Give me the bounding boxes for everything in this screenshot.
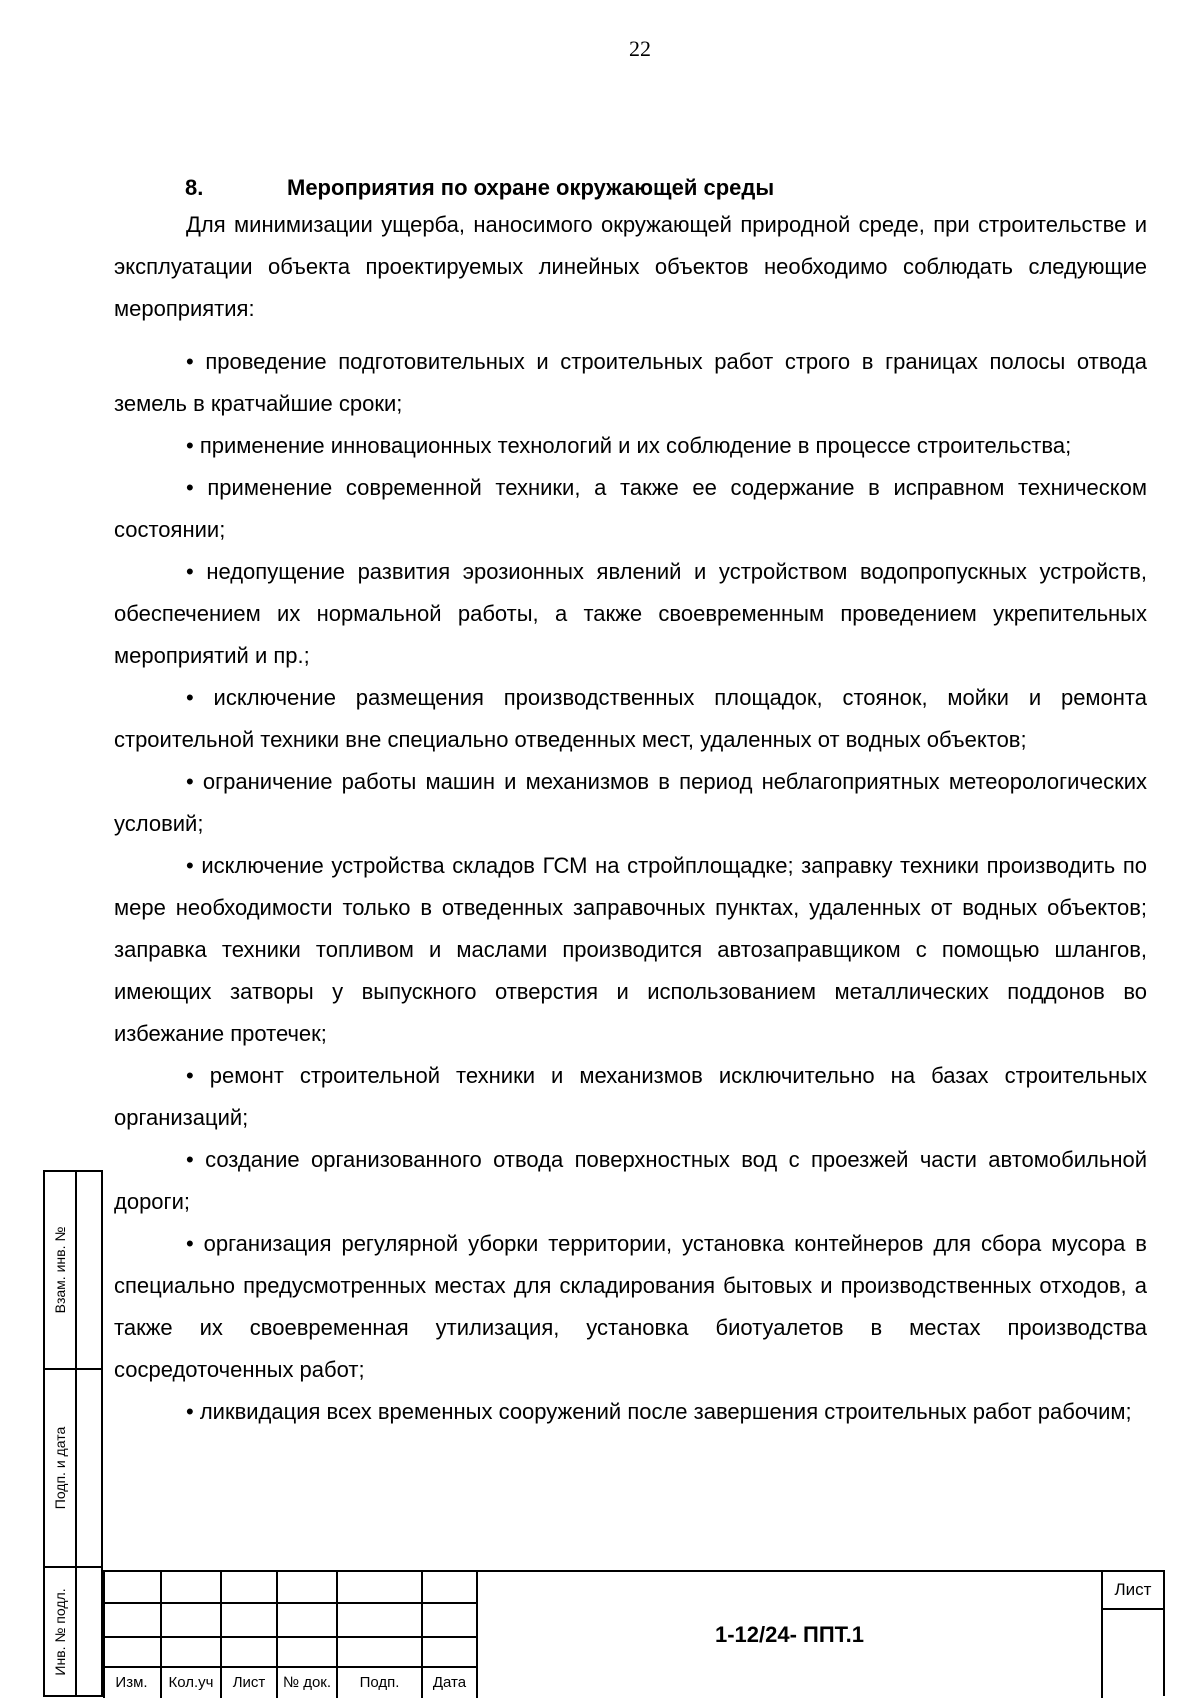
measure-item: • проведение подготовительных и строительных работ строго в границах полосы отвода земель в кратчайшие сроки; — [114, 349, 1147, 416]
header-podp: Подп. — [359, 1674, 400, 1691]
podp-data-label: Подп. и дата — [52, 1426, 68, 1510]
side-stamp-label-cell — [45, 1370, 77, 1566]
side-stamp-vzam-inv — [43, 1170, 103, 1370]
document-code: 1-12/24- ППТ.1 — [715, 1622, 864, 1647]
document-body — [114, 204, 1147, 1433]
measure-item: • ремонт строительной техники и механизмов исключительно на базах строительных организаций; — [114, 1063, 1147, 1130]
intro-paragraph: Для минимизации ущерба, наносимого окружающей природной среде, при строительстве и эксплуатации объекта проектируемых линейных объектов необходимо соблюдать следующие мероприятия: — [114, 212, 1147, 321]
header-nom-dok: № док. — [282, 1674, 332, 1691]
section-heading — [185, 175, 774, 201]
measure-item: • ликвидация всех временных сооружений после завершения строительных работ рабочим; — [186, 1399, 1132, 1424]
measure-item: • применение современной техники, а также ее содержание в исправном техническом состоянии; — [114, 475, 1147, 542]
measure-item: • исключение размещения производственных площадок, стоянок, мойки и ремонта строительной техники вне специально отведенных мест, удаленных от водных объектов; — [114, 685, 1147, 752]
measure-item: • ограничение работы машин и механизмов в период неблагоприятных метеорологических условий; — [114, 769, 1147, 836]
inv-podl-label: Инв. № подл. — [52, 1587, 68, 1676]
side-stamp-inv-podl — [43, 1566, 103, 1697]
header-list: Лист — [232, 1674, 266, 1691]
header-data: Дата — [432, 1674, 467, 1691]
measure-item: • исключение устройства складов ГСМ на стройплощадке; заправку техники производить по мере необходимости только в отведенных заправочных пунктах, удаленных от водных объектов; заправка техники топливом и маслами производится автозаправщиком с помощью шлангов, имеющих затворы у выпускного отверстия и использованием металлических поддонов во избежание протечек; — [114, 853, 1147, 1046]
section-title: Мероприятия по охране окружающей среды — [287, 175, 775, 200]
section-number: 8. — [185, 175, 204, 200]
vzam-inv-label: Взам. инв. № — [52, 1226, 68, 1314]
measure-item: • организация регулярной уборки территории, установка контейнеров для сбора мусора в специально предусмотренных местах для складирования бытовых и производственных отходов, а также их своевременная утилизация, установка биотуалетов в местах производства сосредоточенных работ; — [114, 1231, 1147, 1382]
title-block — [103, 1570, 1165, 1696]
grid-line — [1101, 1608, 1163, 1610]
side-stamp-label-cell — [45, 1172, 77, 1368]
sheet-label: Лист — [1114, 1580, 1152, 1599]
side-stamp-podp-data — [43, 1368, 103, 1568]
side-stamp-label-cell — [45, 1568, 77, 1695]
measure-item: • создание организованного отвода поверхностных вод с проезжей части автомобильной дороги; — [114, 1147, 1147, 1214]
header-kol-uch: Кол.уч — [168, 1674, 214, 1691]
measure-item: • недопущение развития эрозионных явлений и устройством водопропускных устройств, обеспечением их нормальной работы, а также своевременным проведением укрепительных мероприятий и пр.; — [114, 559, 1147, 668]
measure-item: • применение инновационных технологий и их соблюдение в процессе строительства; — [186, 433, 1072, 458]
page-number: 22 — [629, 36, 651, 61]
header-izm: Изм. — [115, 1674, 148, 1691]
